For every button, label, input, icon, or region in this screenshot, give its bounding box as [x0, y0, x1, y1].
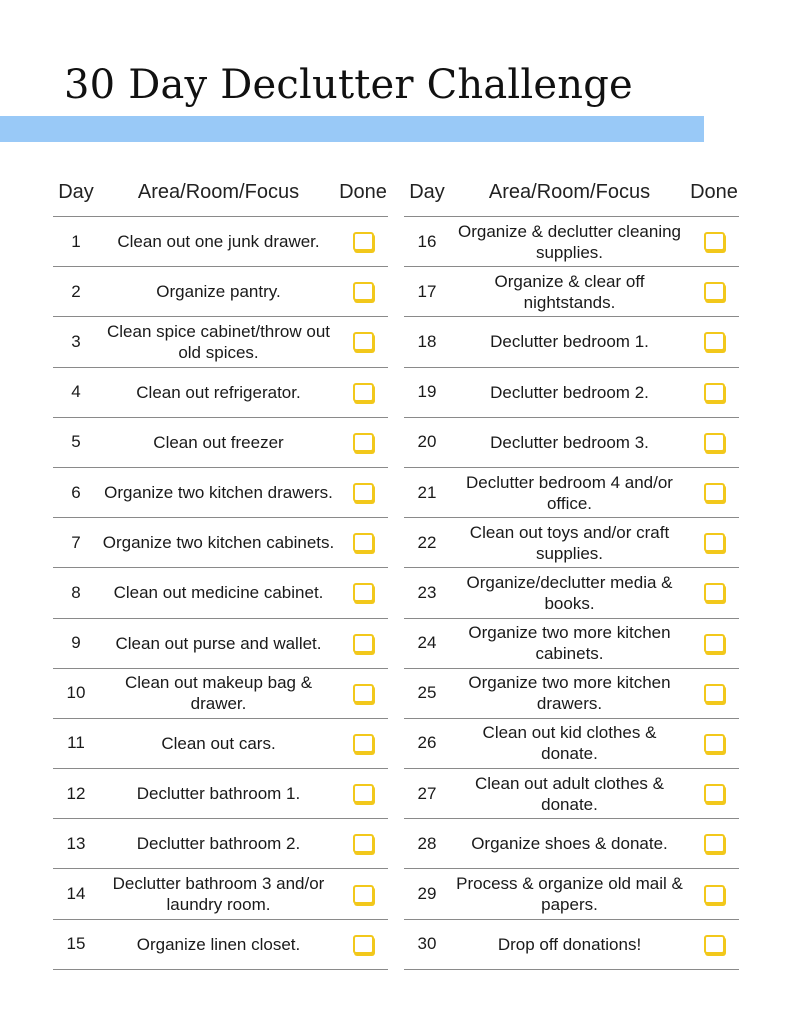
task-text: Organize two more kitchen drawers. — [468, 673, 671, 714]
day-number: 19 — [417, 382, 437, 402]
header-done: Done — [690, 180, 738, 203]
task-text: Clean out adult clothes & donate. — [474, 773, 664, 814]
done-cell — [689, 784, 739, 803]
day-number: 15 — [66, 934, 86, 954]
day-number: 24 — [417, 633, 437, 653]
day-number: 13 — [66, 833, 86, 853]
task-text: Clean out makeup bag & drawer. — [124, 673, 313, 714]
table-row — [404, 819, 739, 869]
table-row — [404, 368, 739, 418]
done-cell — [338, 332, 388, 351]
table-row — [404, 619, 739, 669]
table-row — [53, 769, 388, 819]
done-cell — [689, 583, 739, 602]
day-number: 2 — [71, 281, 81, 301]
task-text: Organize & clear off nightstands. — [494, 271, 645, 312]
day-number: 25 — [417, 683, 437, 703]
checkbox-icon[interactable] — [704, 885, 725, 904]
table-row — [404, 317, 739, 367]
task-text: Declutter bathroom 2. — [136, 834, 301, 854]
day-number: 3 — [71, 331, 81, 351]
done-cell — [689, 684, 739, 703]
day-number: 29 — [417, 884, 437, 904]
header-day: Day — [58, 180, 94, 203]
table-row — [404, 418, 739, 468]
done-cell — [338, 885, 388, 904]
task-text: Clean out toys and/or craft supplies. — [469, 522, 670, 563]
table-row — [53, 920, 388, 970]
day-number: 16 — [417, 231, 437, 251]
day-number: 18 — [417, 331, 437, 351]
day-number: 7 — [71, 532, 81, 552]
checkbox-icon[interactable] — [704, 935, 725, 954]
day-number: 27 — [417, 783, 437, 803]
day-number: 10 — [66, 683, 86, 703]
page-title: 30 Day Declutter Challenge — [64, 62, 633, 108]
table-body — [404, 217, 739, 970]
checkbox-icon[interactable] — [704, 634, 725, 653]
task-text: Declutter bedroom 4 and/or office. — [466, 472, 673, 513]
task-text: Organize/declutter media & books. — [466, 572, 673, 613]
task-text: Process & organize old mail & papers. — [456, 874, 683, 915]
checkbox-icon[interactable] — [353, 483, 374, 502]
done-cell — [689, 935, 739, 954]
table-row — [53, 869, 388, 919]
checklist-table-left — [53, 168, 388, 970]
task-text: Clean out refrigerator. — [136, 382, 301, 402]
header-area: Area/Room/Focus — [137, 180, 300, 203]
table-row — [53, 518, 388, 568]
done-cell — [689, 383, 739, 402]
done-cell — [689, 332, 739, 351]
done-cell — [338, 583, 388, 602]
task-text: Clean out purse and wallet. — [115, 633, 322, 653]
done-cell — [338, 433, 388, 452]
table-row — [404, 920, 739, 970]
checkbox-icon[interactable] — [353, 332, 374, 351]
table-header — [53, 168, 388, 217]
done-cell — [338, 734, 388, 753]
table-row — [404, 568, 739, 618]
day-number: 6 — [71, 482, 81, 502]
table-row — [404, 267, 739, 317]
day-number: 28 — [417, 833, 437, 853]
done-cell — [689, 885, 739, 904]
header-done: Done — [339, 180, 387, 203]
table-body — [53, 217, 388, 970]
task-text: Organize linen closet. — [136, 934, 301, 954]
task-text: Organize two more kitchen cabinets. — [468, 623, 671, 664]
checkbox-icon[interactable] — [353, 684, 374, 703]
day-number: 1 — [71, 231, 81, 251]
table-row — [404, 518, 739, 568]
day-number: 11 — [67, 733, 85, 753]
task-text: Declutter bathroom 3 and/or laundry room. — [112, 874, 325, 915]
checkbox-icon[interactable] — [704, 332, 725, 351]
done-cell — [338, 483, 388, 502]
header-area: Area/Room/Focus — [488, 180, 651, 203]
table-row — [53, 468, 388, 518]
header-day: Day — [409, 180, 445, 203]
checkbox-icon[interactable] — [704, 834, 725, 853]
title-accent-band — [0, 116, 704, 142]
done-cell — [689, 483, 739, 502]
checkbox-icon[interactable] — [704, 282, 725, 301]
table-row — [53, 317, 388, 367]
done-cell — [338, 935, 388, 954]
day-number: 21 — [417, 482, 437, 502]
checkbox-icon[interactable] — [704, 684, 725, 703]
done-cell — [338, 533, 388, 552]
checkbox-icon[interactable] — [704, 232, 725, 251]
task-text: Clean out cars. — [161, 733, 276, 753]
day-number: 14 — [66, 884, 86, 904]
done-cell — [689, 734, 739, 753]
done-cell — [689, 232, 739, 251]
task-text: Organize shoes & donate. — [471, 834, 668, 854]
table-header — [404, 168, 739, 217]
checkbox-icon[interactable] — [704, 734, 725, 753]
task-text: Declutter bathroom 1. — [136, 784, 301, 804]
done-cell — [689, 433, 739, 452]
done-cell — [338, 232, 388, 251]
done-cell — [338, 784, 388, 803]
done-cell — [338, 684, 388, 703]
checkbox-icon[interactable] — [353, 383, 374, 402]
checkbox-icon[interactable] — [353, 583, 374, 602]
table-row — [404, 217, 739, 267]
table-row — [404, 669, 739, 719]
checkbox-icon[interactable] — [353, 634, 374, 653]
done-cell — [338, 383, 388, 402]
table-row — [53, 267, 388, 317]
task-text: Organize pantry. — [156, 282, 281, 302]
table-row — [53, 719, 388, 769]
task-text: Organize two kitchen drawers. — [104, 483, 333, 503]
task-text: Clean spice cabinet/throw out old spices. — [106, 321, 331, 362]
table-row — [53, 669, 388, 719]
checkbox-icon[interactable] — [353, 734, 374, 753]
checkbox-icon[interactable] — [353, 885, 374, 904]
task-text: Organize two kitchen cabinets. — [102, 533, 335, 553]
checkbox-icon[interactable] — [704, 383, 725, 402]
day-number: 8 — [71, 582, 81, 602]
day-number: 26 — [417, 733, 437, 753]
done-cell — [689, 834, 739, 853]
day-number: 20 — [417, 432, 437, 452]
done-cell — [338, 834, 388, 853]
task-text: Organize & declutter cleaning supplies. — [457, 221, 682, 262]
table-row — [404, 468, 739, 518]
done-cell — [338, 634, 388, 653]
done-cell — [338, 282, 388, 301]
checkbox-icon[interactable] — [704, 533, 725, 552]
checkbox-icon[interactable] — [704, 583, 725, 602]
table-row — [53, 368, 388, 418]
checklist-table-right — [404, 168, 739, 970]
table-row — [53, 819, 388, 869]
table-row — [404, 769, 739, 819]
task-text: Declutter bedroom 3. — [490, 432, 649, 452]
table-row — [53, 619, 388, 669]
table-row — [53, 217, 388, 267]
checkbox-icon[interactable] — [353, 232, 374, 251]
task-text: Declutter bedroom 1. — [490, 332, 649, 352]
checkbox-icon[interactable] — [353, 282, 374, 301]
task-text: Clean out one junk drawer. — [117, 232, 320, 252]
checkbox-icon[interactable] — [704, 483, 725, 502]
checkbox-icon[interactable] — [353, 935, 374, 954]
day-number: 9 — [71, 633, 81, 653]
day-number: 30 — [417, 934, 437, 954]
day-number: 5 — [71, 432, 81, 452]
checkbox-icon[interactable] — [353, 784, 374, 803]
done-cell — [689, 634, 739, 653]
done-cell — [689, 533, 739, 552]
table-row — [53, 418, 388, 468]
day-number: 23 — [417, 582, 437, 602]
checkbox-icon[interactable] — [704, 784, 725, 803]
checkbox-icon[interactable] — [353, 834, 374, 853]
table-row — [404, 869, 739, 919]
day-number: 17 — [417, 281, 437, 301]
task-text: Clean out medicine cabinet. — [113, 583, 324, 603]
done-cell — [689, 282, 739, 301]
checkbox-icon[interactable] — [704, 433, 725, 452]
checkbox-icon[interactable] — [353, 433, 374, 452]
task-text: Declutter bedroom 2. — [490, 382, 649, 402]
task-text: Clean out freezer — [153, 432, 284, 452]
table-row — [404, 719, 739, 769]
day-number: 22 — [417, 532, 437, 552]
checkbox-icon[interactable] — [353, 533, 374, 552]
task-text: Clean out kid clothes & donate. — [482, 723, 657, 764]
day-number: 12 — [66, 783, 86, 803]
task-text: Drop off donations! — [497, 934, 642, 954]
table-row — [53, 568, 388, 618]
day-number: 4 — [71, 382, 81, 402]
